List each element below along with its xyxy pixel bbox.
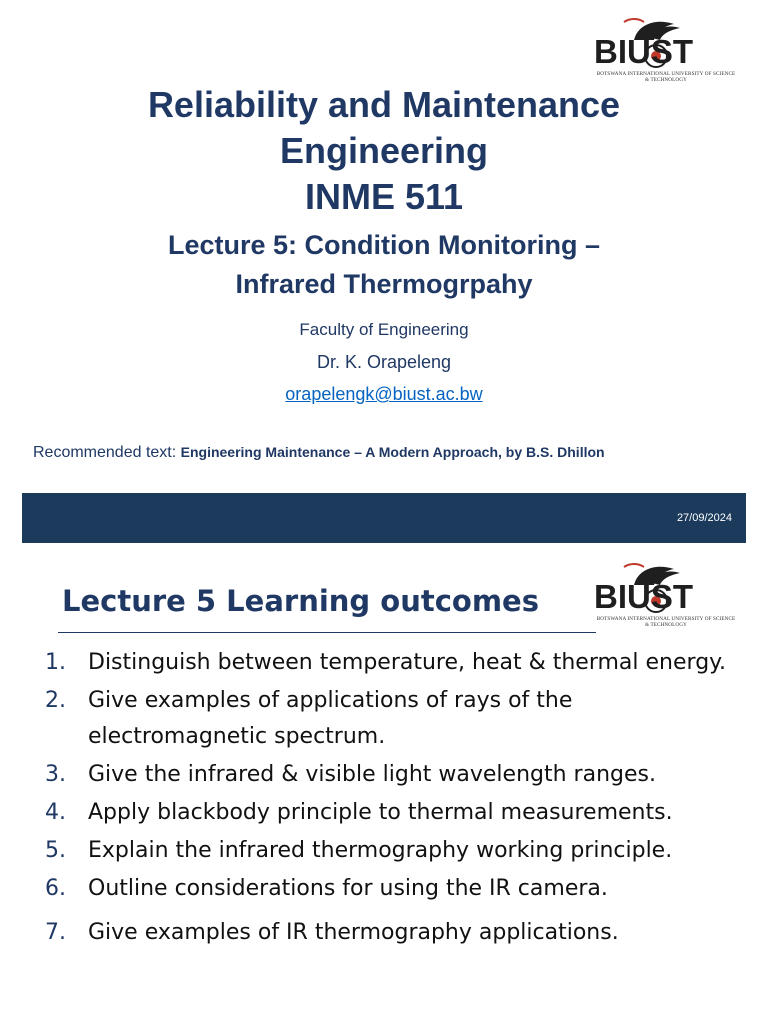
slide-date: 27/09/2024 bbox=[676, 512, 732, 524]
logo-subtext: BOTSWANA INTERNATIONAL UNIVERSITY OF SCIENCE & TECHNOLOGY bbox=[596, 71, 736, 83]
list-item bbox=[0, 683, 768, 755]
recommended-text bbox=[33, 442, 753, 463]
list-item bbox=[0, 915, 768, 951]
slide-title bbox=[0, 82, 768, 220]
logo-subtext: BOTSWANA INTERNATIONAL UNIVERSITY OF SCIENCE & TECHNOLOGY bbox=[596, 616, 736, 628]
item-number: 3. bbox=[45, 762, 66, 787]
recommended-book: Engineering Maintenance – A Modern Approach, by B.S. Dhillon bbox=[180, 444, 605, 460]
list-item bbox=[0, 833, 768, 869]
list-item bbox=[0, 871, 768, 907]
item-text: Give examples of IR thermography applications. bbox=[88, 920, 619, 945]
list-item bbox=[0, 757, 768, 793]
item-number: 2. bbox=[45, 688, 66, 713]
logo-wordmark: BIUST bbox=[594, 578, 693, 615]
item-number: 5. bbox=[45, 838, 66, 863]
item-number: 4. bbox=[45, 800, 66, 825]
item-number: 6. bbox=[45, 876, 66, 901]
item-text: Give examples of applications of rays of the electromagnetic spectrum. bbox=[88, 688, 573, 749]
title-line: Reliability and Maintenance bbox=[147, 84, 621, 125]
logo-wordmark: BIUST bbox=[594, 33, 693, 70]
biust-logo bbox=[594, 559, 744, 639]
slide-heading: Lecture 5 Learning outcomes bbox=[62, 584, 539, 618]
title-line: Engineering bbox=[279, 130, 489, 171]
footer-bar bbox=[22, 493, 746, 543]
item-number: 7. bbox=[45, 920, 66, 945]
item-number: 1. bbox=[45, 650, 66, 675]
recommended-label: Recommended text: bbox=[33, 444, 177, 461]
author-name: Dr. K. Orapeleng bbox=[316, 352, 452, 372]
course-code: INME 511 bbox=[304, 176, 464, 217]
heading-divider bbox=[58, 632, 596, 633]
subtitle-line: Infrared Thermogrpahy bbox=[235, 269, 533, 299]
item-text: Give the infrared & visible light wavelength ranges. bbox=[88, 762, 656, 787]
lecture-subtitle bbox=[0, 226, 768, 304]
email-link[interactable]: orapelengk@biust.ac.bw bbox=[285, 384, 483, 404]
list-item bbox=[0, 645, 768, 681]
item-text: Explain the infrared thermography working principle. bbox=[88, 838, 673, 863]
item-text: Distinguish between temperature, heat & thermal energy. bbox=[88, 650, 727, 675]
item-text: Outline considerations for using the IR camera. bbox=[88, 876, 608, 901]
item-text: Apply blackbody principle to thermal measurements. bbox=[88, 800, 673, 825]
faculty-name: Faculty of Engineering bbox=[299, 320, 469, 339]
learning-outcomes-list bbox=[0, 645, 768, 953]
list-item bbox=[0, 795, 768, 831]
subtitle-line: Lecture 5: Condition Monitoring – bbox=[168, 230, 600, 260]
outcomes-slide bbox=[0, 545, 768, 1024]
